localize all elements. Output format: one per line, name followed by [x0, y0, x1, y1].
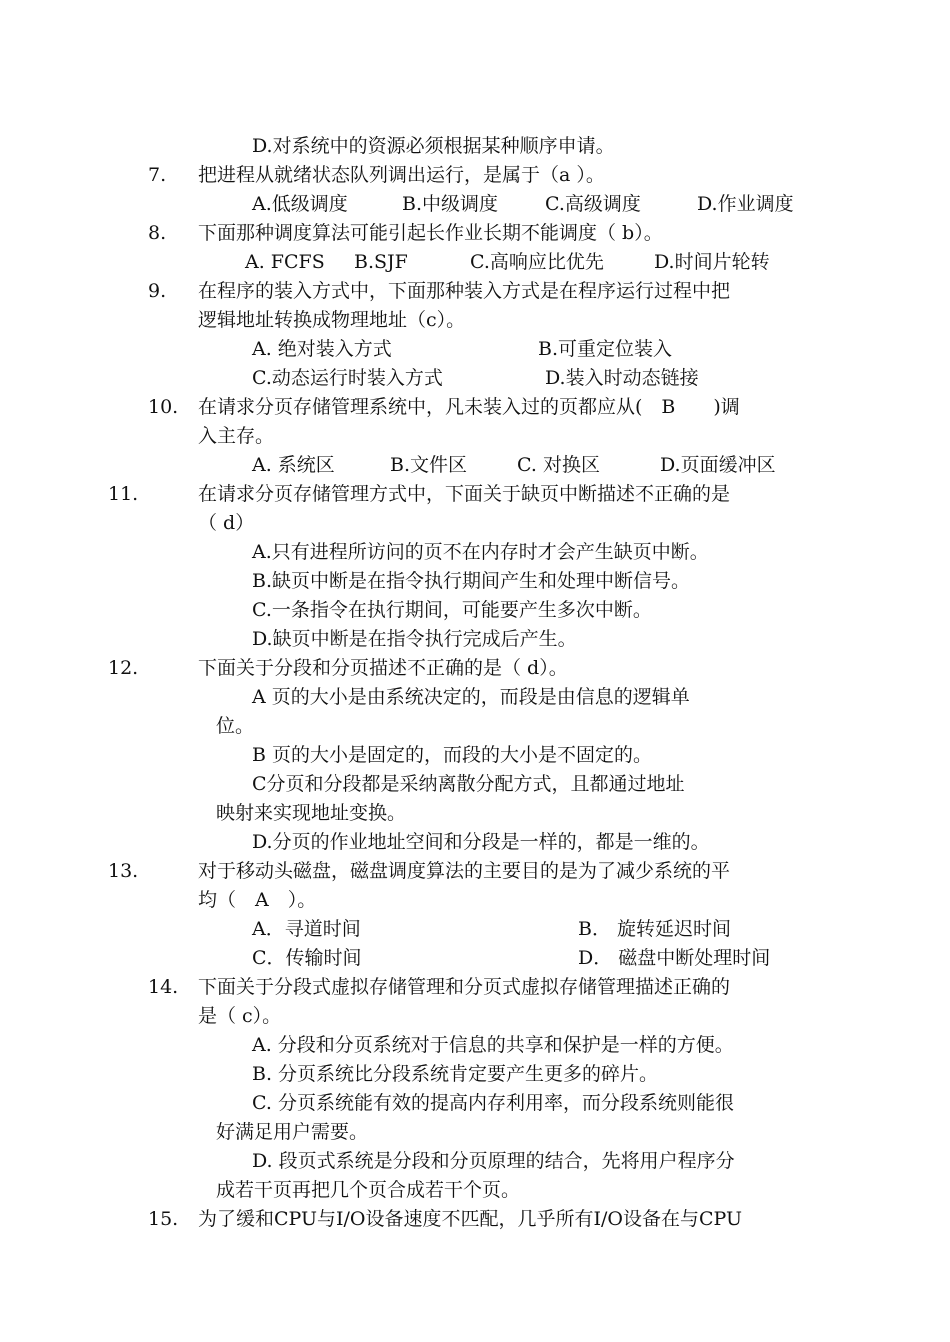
q14-stem-line1: 下面关于分段式虚拟存储管理和分页式虚拟存储管理描述正确的	[198, 976, 731, 998]
q7-option-d: D.作业调度	[697, 193, 794, 215]
q15-stem-line1: 为了缓和CPU与I/O设备速度不匹配，几乎所有I/O设备在与CPU	[198, 1208, 742, 1230]
q10-option-a: A. 系统区	[252, 454, 335, 476]
q11-option-d: D.缺页中断是在指令执行完成后产生。	[252, 628, 577, 650]
q12-option-a-line2: 位。	[216, 715, 255, 737]
q8-option-b: B.SJF	[354, 251, 408, 273]
q8-stem: 下面那种调度算法可能引起长作业长期不能调度（ b）。	[198, 222, 663, 244]
q7-option-c: C.高级调度	[545, 193, 641, 215]
q9-option-c: C.动态运行时装入方式	[252, 367, 443, 389]
q7-option-a: A.低级调度	[252, 193, 348, 215]
q15-number: 15.	[148, 1208, 179, 1230]
q9-option-a: A. 绝对装入方式	[252, 338, 392, 360]
q13-stem-line2: 均（ A ）。	[198, 889, 317, 911]
q13-option-d: D． 磁盘中断处理时间	[578, 947, 771, 969]
q11-option-b: B.缺页中断是在指令执行期间产生和处理中断信号。	[252, 570, 691, 592]
q12-option-b: B 页的大小是固定的，而段的大小是不固定的。	[252, 744, 653, 766]
q7-option-b: B.中级调度	[402, 193, 499, 215]
q12-option-d: D.分页的作业地址空间和分段是一样的，都是一维的。	[252, 831, 710, 853]
q14-option-b: B. 分页系统比分段系统肯定要产生更多的碎片。	[252, 1063, 659, 1085]
q13-option-a: A．寻道时间	[252, 918, 361, 940]
q11-stem-line2: （ d）	[198, 512, 255, 534]
q14-option-a: A. 分段和分页系统对于信息的共享和保护是一样的方便。	[252, 1034, 734, 1056]
q11-option-c: C.一条指令在执行期间，可能要产生多次中断。	[252, 599, 652, 621]
q13-stem-line1: 对于移动头磁盘，磁盘调度算法的主要目的是为了减少系统的平	[198, 860, 731, 882]
q9-stem-line1: 在程序的装入方式中，下面那种装入方式是在程序运行过程中把	[198, 280, 731, 302]
q14-stem-line2: 是（ c）。	[198, 1005, 282, 1027]
q13-option-c: C．传输时间	[252, 947, 362, 969]
q11-option-a: A.只有进程所访问的页不在内存时才会产生缺页中断。	[252, 541, 709, 563]
q12-stem: 下面关于分段和分页描述不正确的是（ d）。	[198, 657, 568, 679]
q13-option-b: B． 旋转延迟时间	[578, 918, 732, 940]
q12-option-c-line2: 映射来实现地址变换。	[216, 802, 407, 824]
q10-number: 10.	[148, 396, 179, 418]
q10-option-b: B.文件区	[390, 454, 468, 476]
q12-option-c-line1: C分页和分段都是采纳离散分配方式，且都通过地址	[252, 773, 685, 795]
q10-option-d: D.页面缓冲区	[660, 454, 776, 476]
q8-option-a: A. FCFS	[245, 251, 325, 273]
q9-stem-line2: 逻辑地址转换成物理地址（c）。	[198, 309, 466, 331]
q14-option-c-line2: 好满足用户需要。	[216, 1121, 369, 1143]
q9-number: 9.	[148, 280, 167, 302]
q12-number: 12.	[108, 657, 139, 679]
q14-option-d-line2: 成若干页再把几个页合成若干个页。	[216, 1179, 521, 1201]
q12-option-a-line1: A 页的大小是由系统决定的，而段是由信息的逻辑单	[252, 686, 690, 708]
q8-number: 8.	[148, 222, 167, 244]
q10-option-c: C. 对换区	[517, 454, 600, 476]
q6-option-d: D.对系统中的资源必须根据某种顺序申请。	[252, 135, 615, 157]
q11-stem-line1: 在请求分页存储管理方式中，下面关于缺页中断描述不正确的是	[198, 483, 731, 505]
q9-option-b: B.可重定位装入	[538, 338, 673, 360]
q8-option-d: D.时间片轮转	[654, 251, 770, 273]
q10-stem-line1: 在请求分页存储管理系统中，凡未装入过的页都应从( B )调	[198, 396, 740, 418]
q14-option-d-line1: D. 段页式系统是分段和分页原理的结合，先将用户程序分	[252, 1150, 735, 1172]
q11-number: 11.	[108, 483, 139, 505]
q14-number: 14.	[148, 976, 179, 998]
q9-option-d: D.装入时动态链接	[545, 367, 699, 389]
q10-stem-line2: 入主存。	[198, 425, 275, 447]
q13-number: 13.	[108, 860, 139, 882]
q7-number: 7.	[148, 164, 167, 186]
q8-option-c: C.高响应比优先	[470, 251, 604, 273]
q7-stem: 把进程从就绪状态队列调出运行，是属于（a ）。	[198, 164, 605, 186]
q14-option-c-line1: C. 分页系统能有效的提高内存利用率，而分段系统则能很	[252, 1092, 734, 1114]
